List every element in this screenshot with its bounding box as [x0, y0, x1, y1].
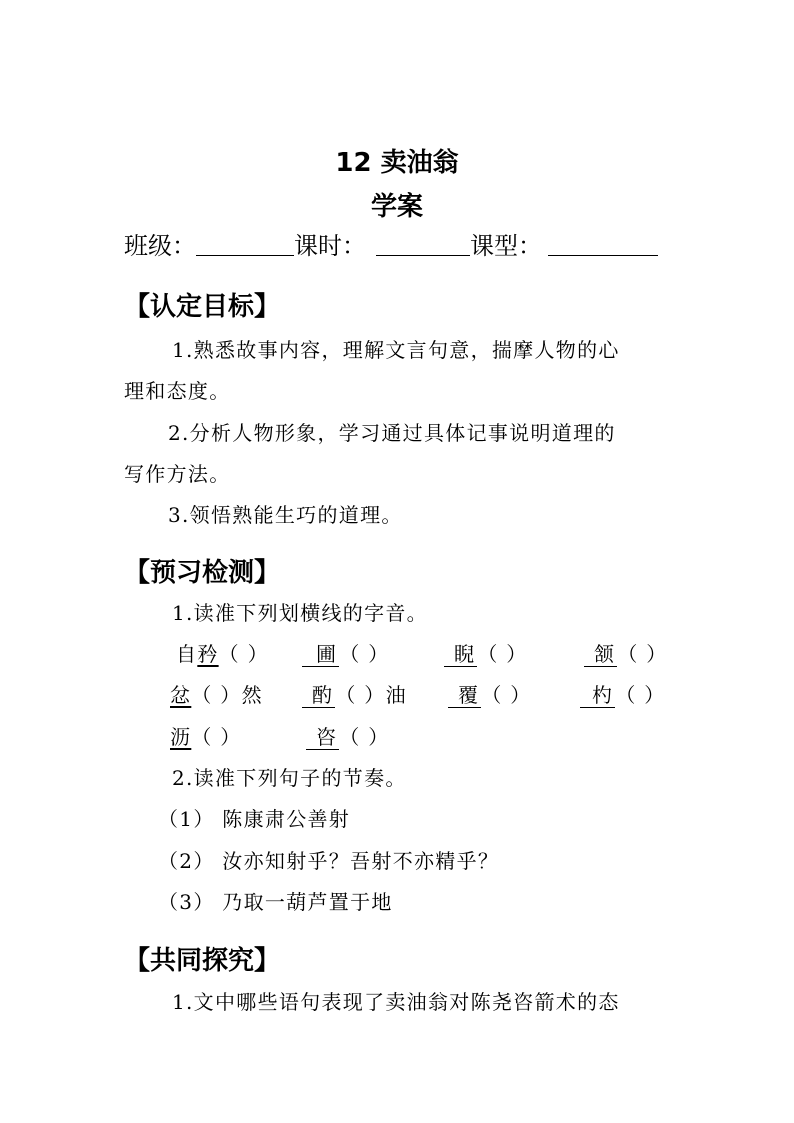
type-blank[interactable]: [548, 233, 658, 256]
goal-3: 3.领悟熟能生巧的道理。: [168, 503, 403, 527]
pronunciation-item: 酌 （ ）油: [302, 679, 407, 708]
type-label: 课型：: [470, 232, 542, 260]
goal-1-line-1: 1.熟悉故事内容，理解文言句意，揣摩人物的心: [172, 338, 620, 362]
period-blank[interactable]: [376, 233, 470, 256]
pronunciation-item: 忿（ ）然: [170, 683, 263, 707]
class-label: 班级：: [124, 232, 196, 260]
section-goals-heading: 【认定目标】: [124, 292, 281, 322]
goal-1-line-2: 理和态度。: [124, 379, 231, 403]
pronunciation-item: 睨 （ ）: [444, 638, 528, 667]
pronunciation-item: 自矜（ ）: [176, 642, 269, 666]
worksheet-subtitle: 学案: [370, 192, 423, 222]
goal-2-line-2: 写作方法。: [124, 462, 231, 486]
class-blank[interactable]: [196, 233, 294, 256]
pronunciation-item: 咨 （ ）: [306, 721, 390, 750]
preview-question-1: 1.读准下列划横线的字音。: [172, 601, 428, 625]
worksheet-title: 12 卖油翁: [335, 148, 459, 178]
meta-line: [124, 226, 658, 261]
section-preview-heading: 【预习检测】: [124, 558, 281, 588]
section-explore-heading: 【共同探究】: [124, 946, 281, 976]
pronunciation-item: 圃 （ ）: [302, 638, 390, 667]
explore-question-1: 1.文中哪些语句表现了卖油翁对陈尧咨箭术的态: [172, 990, 620, 1014]
preview-question-2: 2.读准下列句子的节奏。: [172, 766, 407, 790]
pronunciation-item: 颔 （ ）: [584, 638, 668, 667]
pronunciation-item: 沥（ ）: [170, 725, 242, 749]
period-label: 课时：: [294, 232, 366, 260]
goal-2-line-1: 2.分析人物形象，学习通过具体记事说明道理的: [168, 421, 616, 445]
pronunciation-item: 覆 （ ）: [448, 679, 532, 708]
rhythm-sentence-1: （1） 陈康肃公善射: [158, 807, 351, 831]
pronunciation-item: 杓 （ ）: [580, 679, 666, 708]
rhythm-sentence-3: （3） 乃取一葫芦置于地: [158, 890, 393, 914]
rhythm-sentence-2: （2） 汝亦知射乎？吾射不亦精乎？: [158, 849, 500, 873]
